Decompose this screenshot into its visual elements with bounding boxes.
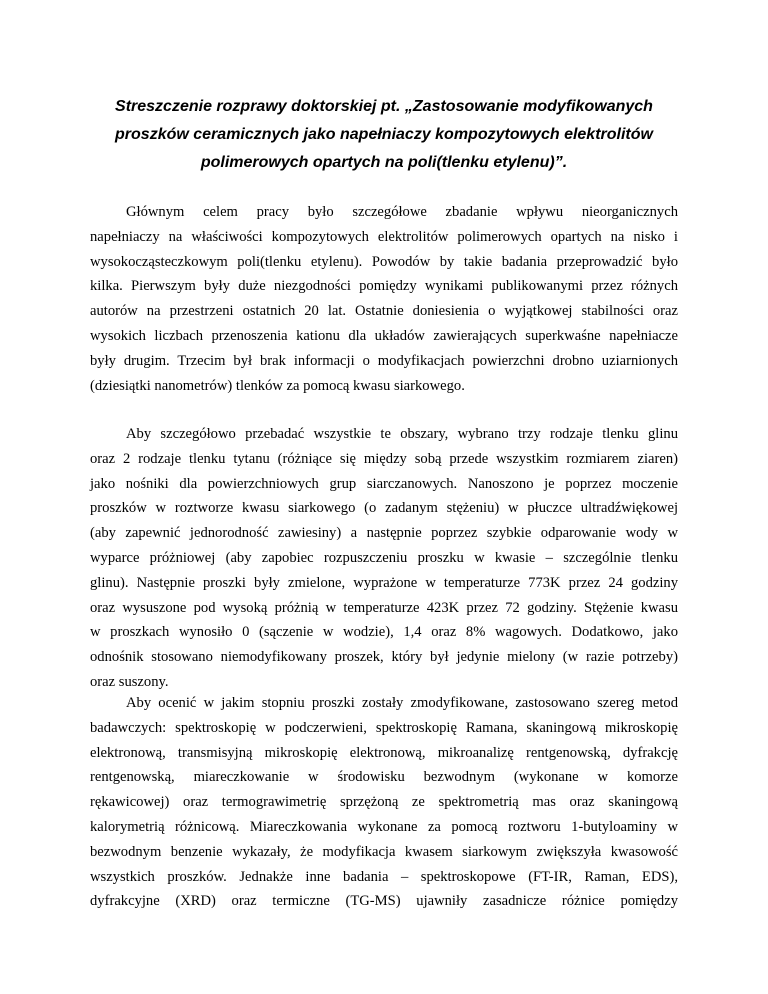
text-line: bezwodnym benzenie wykazały, że modyfikacja kwasem siarkowym zwiększyła kwasowość [90, 843, 678, 860]
text-line: były drugim. Trzecim był brak informacji o modyfikacjach powierzchni drobno uziarnionych [90, 352, 678, 369]
text-line: rękawicowej) oraz termograwimetrię sprzężoną ze spektrometrią mas oraz skaningową [90, 794, 678, 811]
text-line: elektronową, transmisyjną mikroskopię elektronową, mikroanalizę rentgenowską, dyfrakcję [90, 744, 678, 761]
text-line: badawczych: spektroskopię w podczerwieni, spektroskopię Ramana, skaningową mikroskopię [90, 719, 678, 736]
text-line: kilka. Pierwszym były duże niezgodności pomiędzy wynikami publikowanymi przez różnych [90, 278, 678, 295]
text-line: odnośnik stosowano niemodyfikowany proszek, który był jedynie mielony (w razie potrzeby) [90, 649, 678, 666]
text-line: wszystkich proszków. Jednakże inne badania – spektroskopowe (FT-IR, Raman, EDS), [90, 868, 678, 885]
text-line: jako nośniki dla powierzchniowych grup siarczanowych. Nanoszono je poprzez moczenie [90, 475, 678, 492]
text-line: wysokocząsteczkowym poli(tlenku etylenu). Powodów by takie badania przeprowadzić było [90, 253, 678, 270]
text-line: Głównym celem pracy było szczegółowe zbadanie wpływu nieorganicznych [126, 204, 678, 220]
text-line: dyfrakcyjne (XRD) oraz termiczne (TG-MS) ujawniły zasadnicze różnice pomiędzy [90, 893, 678, 910]
title-line: Streszczenie rozprawy doktorskiej pt. „Zastosowanie modyfikowanych [115, 98, 653, 115]
text-line: oraz wysuszone pod wysoką próżnią w temperaturze 423K przez 72 godziny. Stężenie kwasu [90, 599, 678, 616]
text-line: proszków w roztworze kwasu siarkowego (o zadanym stężeniu) w płuczce ultradźwiękowej [90, 500, 678, 517]
text-line: rentgenowską, miareczkowanie w środowisku bezwodnym (wykonane w komorze [90, 769, 678, 786]
text-line: oraz 2 rodzaje tlenku tytanu (różniące się między sobą przede wszystkim rozmiarem ziaren) [90, 450, 678, 467]
text-line: napełniaczy na właściwości kompozytowych elektrolitów polimerowych opartych na nisko i [90, 228, 678, 245]
title-line: polimerowych opartych na poli(tlenku etylenu)”. [200, 154, 568, 171]
paragraph-aim [90, 200, 678, 398]
text-line: oraz suszony. [90, 673, 169, 690]
text-line: glinu). Następnie proszki były zmielone, wyprażone w temperaturze 773K przez 24 godziny [90, 574, 678, 591]
text-line: (dziesiątki nanometrów) tlenków za pomocą kwasu siarkowego. [90, 377, 465, 394]
text-line: autorów na przestrzeni ostatnich 20 lat. Ostatnie doniesienia o wyjątkowej stabilności oraz [90, 303, 678, 320]
text-line: Aby szczegółowo przebadać wszystkie te obszary, wybrano trzy rodzaje tlenku glinu [126, 426, 678, 442]
text-line: wyparce próżniowej (aby zapobiec rozpuszczeniu proszku w kwasie – szczególnie tlenku [90, 549, 678, 566]
paragraph-methods [90, 422, 678, 695]
document-title [84, 93, 684, 177]
text-line: kalorymetrią różnicową. Miareczkowania wykonane za pomocą roztworu 1-butyloaminy w [90, 818, 678, 835]
text-line: Aby ocenić w jakim stopniu proszki zostały zmodyfikowane, zastosowano szereg metod [126, 695, 678, 711]
paragraph-characterization [90, 691, 678, 914]
text-line: (aby zapewnić jednorodność zawiesiny) a następnie poprzez szybkie odparowanie wody w [90, 525, 678, 542]
text-line: wysokich liczbach przenoszenia kationu dla układów zawierających superkwaśne napełniacze [90, 327, 678, 344]
text-line: w proszkach wynosiło 0 (sączenie w wodzie), 1,4 oraz 8% wagowych. Dodatkowo, jako [90, 624, 678, 641]
title-line: proszków ceramicznych jako napełniaczy kompozytowych elektrolitów [115, 126, 653, 143]
